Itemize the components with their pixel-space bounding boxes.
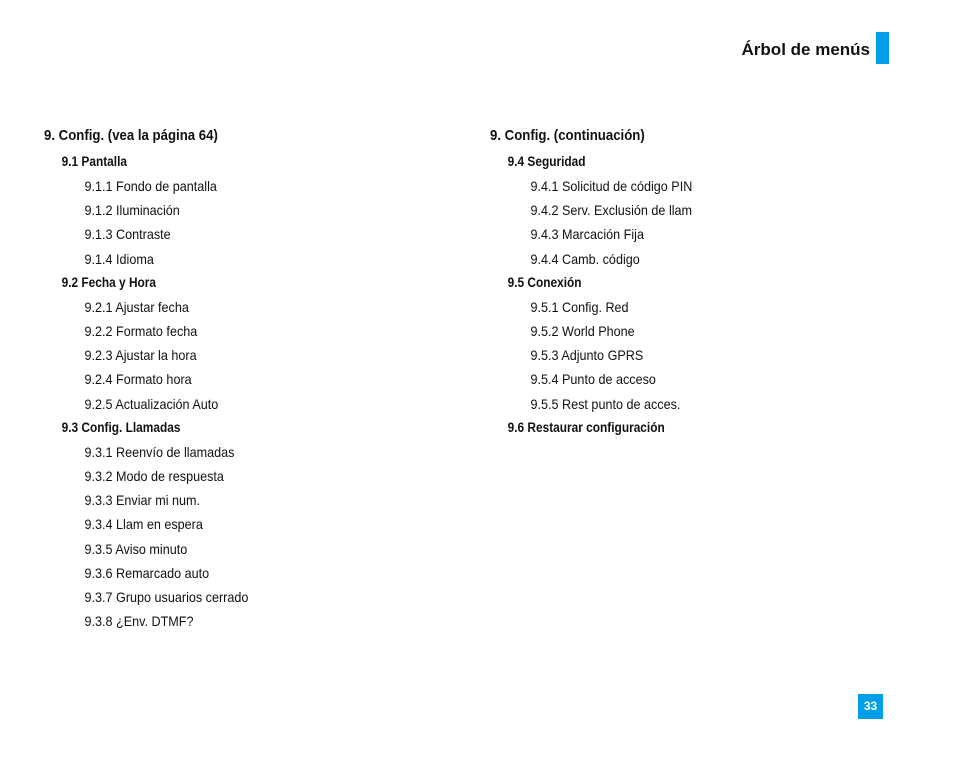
menu-item: 9.3.2 Modo de respuesta: [84, 468, 224, 485]
menu-item: 9.3.7 Grupo usuarios cerrado: [84, 589, 249, 606]
menu-item: 9.1.4 Idioma: [84, 250, 154, 267]
menu-item: 9.2.2 Formato fecha: [84, 323, 198, 340]
menu-item: 9.5.4 Punto de acceso: [530, 371, 656, 388]
header-accent-bar: [876, 32, 889, 64]
menu-item: 9.3.4 Llam en espera: [84, 516, 203, 533]
menu-item: 9.3.3 Enviar mi num.: [84, 492, 201, 509]
menu-item: 9.3.6 Remarcado auto: [84, 564, 210, 581]
group-title-config-llamadas: 9.3 Config. Llamadas: [61, 419, 181, 435]
menu-item: 9.5.3 Adjunto GPRS: [530, 347, 644, 364]
menu-item: 9.4.2 Serv. Exclusión de llam: [530, 202, 693, 219]
menu-item: 9.5.1 Config. Red: [530, 298, 629, 315]
group-title-conexion: 9.5 Conexión: [507, 274, 582, 290]
menu-item: 9.4.4 Camb. código: [530, 250, 640, 267]
section-title: 9. Config. (vea la página 64): [44, 127, 218, 144]
menu-item: 9.1.2 Iluminación: [84, 202, 180, 219]
menu-item: 9.5.5 Rest punto de acces.: [530, 395, 681, 412]
menu-item: 9.3.8 ¿Env. DTMF?: [84, 613, 194, 630]
menu-item: 9.2.1 Ajustar fecha: [84, 298, 189, 315]
group-title-seguridad: 9.4 Seguridad: [507, 154, 586, 169]
menu-column-left: [44, 126, 271, 633]
menu-item: 9.5.2 World Phone: [530, 323, 635, 340]
section-title: 9. Config. (continuación): [490, 127, 645, 144]
menu-column-right: [490, 126, 715, 440]
menu-item: 9.4.3 Marcación Fija: [530, 226, 644, 243]
group-title-restaurar: 9.6 Restaurar configuración: [507, 419, 665, 435]
menu-item: 9.3.1 Reenvío de llamadas: [84, 443, 235, 460]
group-title-fecha-hora: 9.2 Fecha y Hora: [61, 274, 157, 290]
menu-item: 9.1.1 Fondo de pantalla: [84, 178, 217, 194]
page-header-title: Árbol de menús: [741, 40, 870, 59]
menu-item: 9.2.4 Formato hora: [84, 371, 192, 388]
page-number-badge: 33: [858, 694, 883, 719]
menu-item: 9.4.1 Solicitud de código PIN: [530, 178, 693, 194]
menu-item: 9.2.3 Ajustar la hora: [84, 347, 197, 364]
menu-item: 9.2.5 Actualización Auto: [84, 395, 219, 412]
menu-item: 9.3.5 Aviso minuto: [84, 540, 188, 557]
group-title-pantalla: 9.1 Pantalla: [61, 154, 127, 169]
menu-item: 9.1.3 Contraste: [84, 226, 171, 243]
